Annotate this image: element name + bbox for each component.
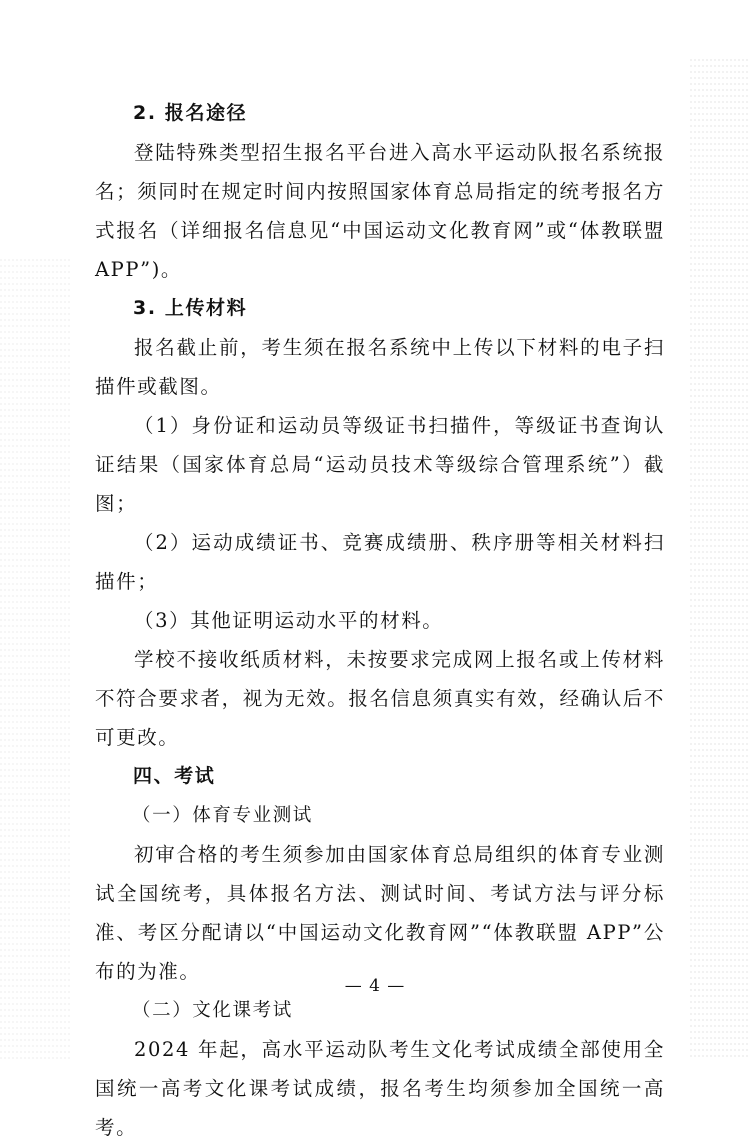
subheading-cultural-exam: （二）文化课考试 [132,1000,293,1021]
section-heading-registration-route: 2. 报名途径 [133,102,248,124]
paragraph-registration-route: 登陆特殊类型招生报名平台进入高水平运动队报名系统报名；须同时在规定时间内按照国家体育总局指定的统考报名方式报名（详细报名信息见“中国运动文化教育网”或“体教联盟APP”)。 [95,141,665,281]
section-heading-exam: 四、考试 [133,765,216,787]
list-item-other-proof: （3）其他证明运动水平的材料。 [134,609,444,632]
paragraph-paper-materials-notice: 学校不接收纸质材料，未按要求完成网上报名或上传材料不符合要求者，视为无效。报名信息须真实有效，经确认后不可更改。 [95,648,665,749]
subheading-sports-test: （一）体育专业测试 [132,805,313,826]
page-number: — 4 — [344,976,406,996]
paragraph-sports-test: 初审合格的考生须参加由国家体育总局组织的体育专业测试全国统考，具体报名方法、测试时间、考试方法与评分标准、考区分配请以“中国运动文化教育网”“体教联盟 APP”公布的为准。 [95,843,665,983]
list-item-id-certificate: （1）身份证和运动员等级证书扫描件，等级证书查询认证结果（国家体育总局“运动员技术等级综合管理系统”）截图； [95,414,665,515]
paragraph-cultural-exam: 2024 年起，高水平运动队考生文化考试成绩全部使用全国统一高考文化课考试成绩，报名考生均须参加全国统一高考。 [95,1038,665,1139]
list-item-competition-results: （2）运动成绩证书、竞赛成绩册、秩序册等相关材料扫描件； [95,531,665,593]
paragraph-upload-intro: 报名截止前，考生须在报名系统中上传以下材料的电子扫描件或截图。 [95,336,665,398]
section-heading-upload-materials: 3. 上传材料 [133,297,248,319]
